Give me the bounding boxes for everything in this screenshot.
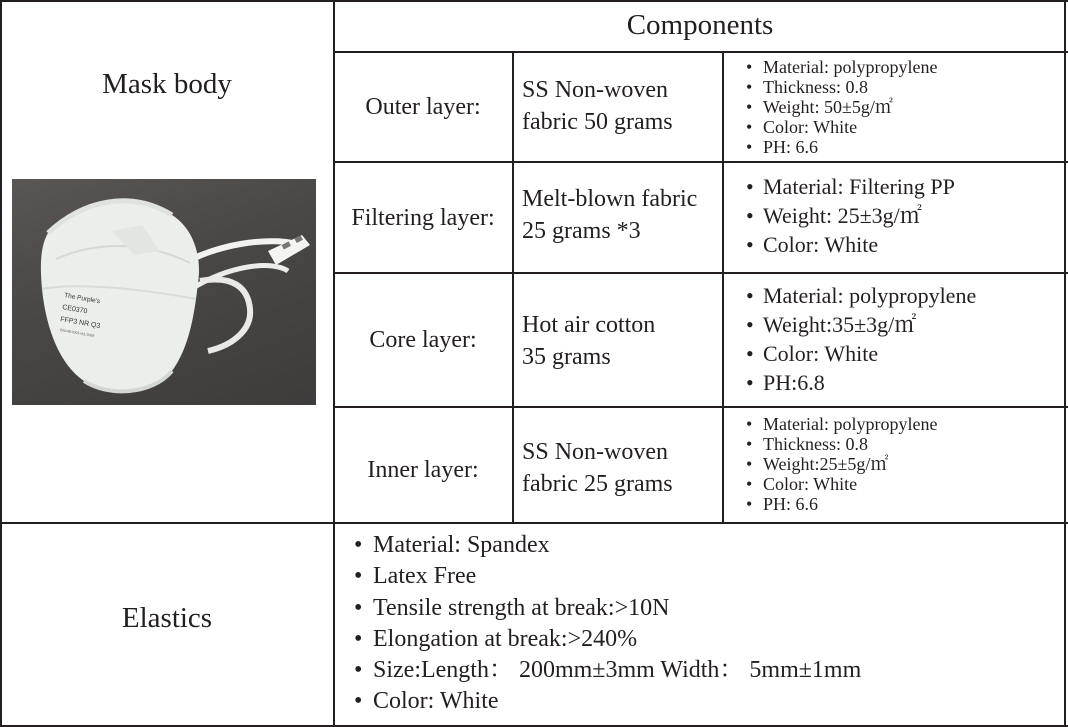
elastics-divider [0, 522, 1068, 524]
list-item: • Size:Length： 200mm±3mm Width： 5mm±1mm [354, 655, 861, 686]
layer-props-core [746, 281, 976, 397]
table-border-top [0, 0, 1068, 2]
spec-line: 35 grams [522, 344, 611, 370]
list-item: • Thickness: 0.8 [746, 77, 937, 97]
list-item: • PH: 6.6 [746, 137, 937, 157]
list-item: • Color: White [746, 339, 976, 368]
spec-line: fabric 50 grams [522, 109, 673, 135]
list-item: • Material: polypropylene [746, 57, 937, 77]
spec-line: fabric 25 grams [522, 471, 673, 497]
list-item: • Color: White [746, 230, 955, 259]
column-divider-name [512, 51, 514, 524]
list-item: • Weight: 25±3g/㎡ [746, 201, 955, 230]
components-heading: Components [626, 9, 774, 41]
list-item: • Weight:25±5g/㎡ [746, 454, 937, 474]
list-item: • Weight: 50±5g/㎡ [746, 97, 937, 117]
layer-props-filtering [746, 172, 955, 259]
list-item: • PH:6.8 [746, 368, 976, 397]
mask-print-line-3: FFP3 NR Q3 [59, 316, 101, 330]
mask-photo [12, 179, 316, 405]
layer-props-inner [746, 414, 937, 514]
layer-props-outer [746, 57, 937, 157]
list-item: • Latex Free [354, 561, 861, 592]
list-item: • Color: White [746, 474, 937, 494]
list-item: • Tensile strength at break:>10N [354, 593, 861, 624]
layer-spec-outer [522, 74, 673, 138]
list-item: • Material: Filtering PP [746, 172, 955, 201]
elastics-props [354, 530, 861, 718]
mask-print-line-1: The Purple's [63, 292, 101, 306]
layer-spec-core [522, 309, 655, 373]
layer-spec-inner [522, 436, 673, 500]
column-divider-spec [722, 51, 724, 524]
spec-line: SS Non-woven [522, 439, 669, 465]
spec-line: Melt-blown fabric [522, 186, 698, 212]
list-item: • Thickness: 0.8 [746, 434, 937, 454]
list-item: • Color: White [354, 686, 861, 717]
mask-print-line-2: CE0370 [61, 304, 88, 316]
mask-print-line-4: EN149:2001+A1:2009 [59, 328, 95, 338]
spec-line: 25 grams *3 [522, 218, 641, 244]
list-item: • PH: 6.6 [746, 494, 937, 514]
row-divider-1 [334, 161, 1068, 163]
list-item: • Material: polypropylene [746, 414, 937, 434]
row-divider-3 [334, 406, 1068, 408]
list-item: • Elongation at break:>240% [354, 624, 861, 655]
mask-body-heading: Mask body [102, 68, 232, 100]
elastics-heading: Elastics [121, 602, 213, 634]
list-item: • Material: Spandex [354, 530, 861, 561]
spec-line: SS Non-woven [522, 77, 669, 103]
layer-name-core: Core layer: [369, 327, 477, 353]
list-item: • Material: polypropylene [746, 281, 976, 310]
table-border-right [1064, 0, 1066, 727]
layer-name-filtering: Filtering layer: [351, 205, 495, 231]
list-item: • Color: White [746, 117, 937, 137]
layer-spec-filtering [522, 183, 697, 247]
row-divider-2 [334, 272, 1068, 274]
mask-illustration [12, 179, 316, 405]
spec-line: Hot air cotton [522, 312, 656, 338]
components-header-divider [334, 51, 1068, 53]
layer-name-outer: Outer layer: [365, 94, 481, 120]
layer-name-inner: Inner layer: [367, 457, 479, 483]
list-item: • Weight:35±3g/㎡ [746, 310, 976, 339]
